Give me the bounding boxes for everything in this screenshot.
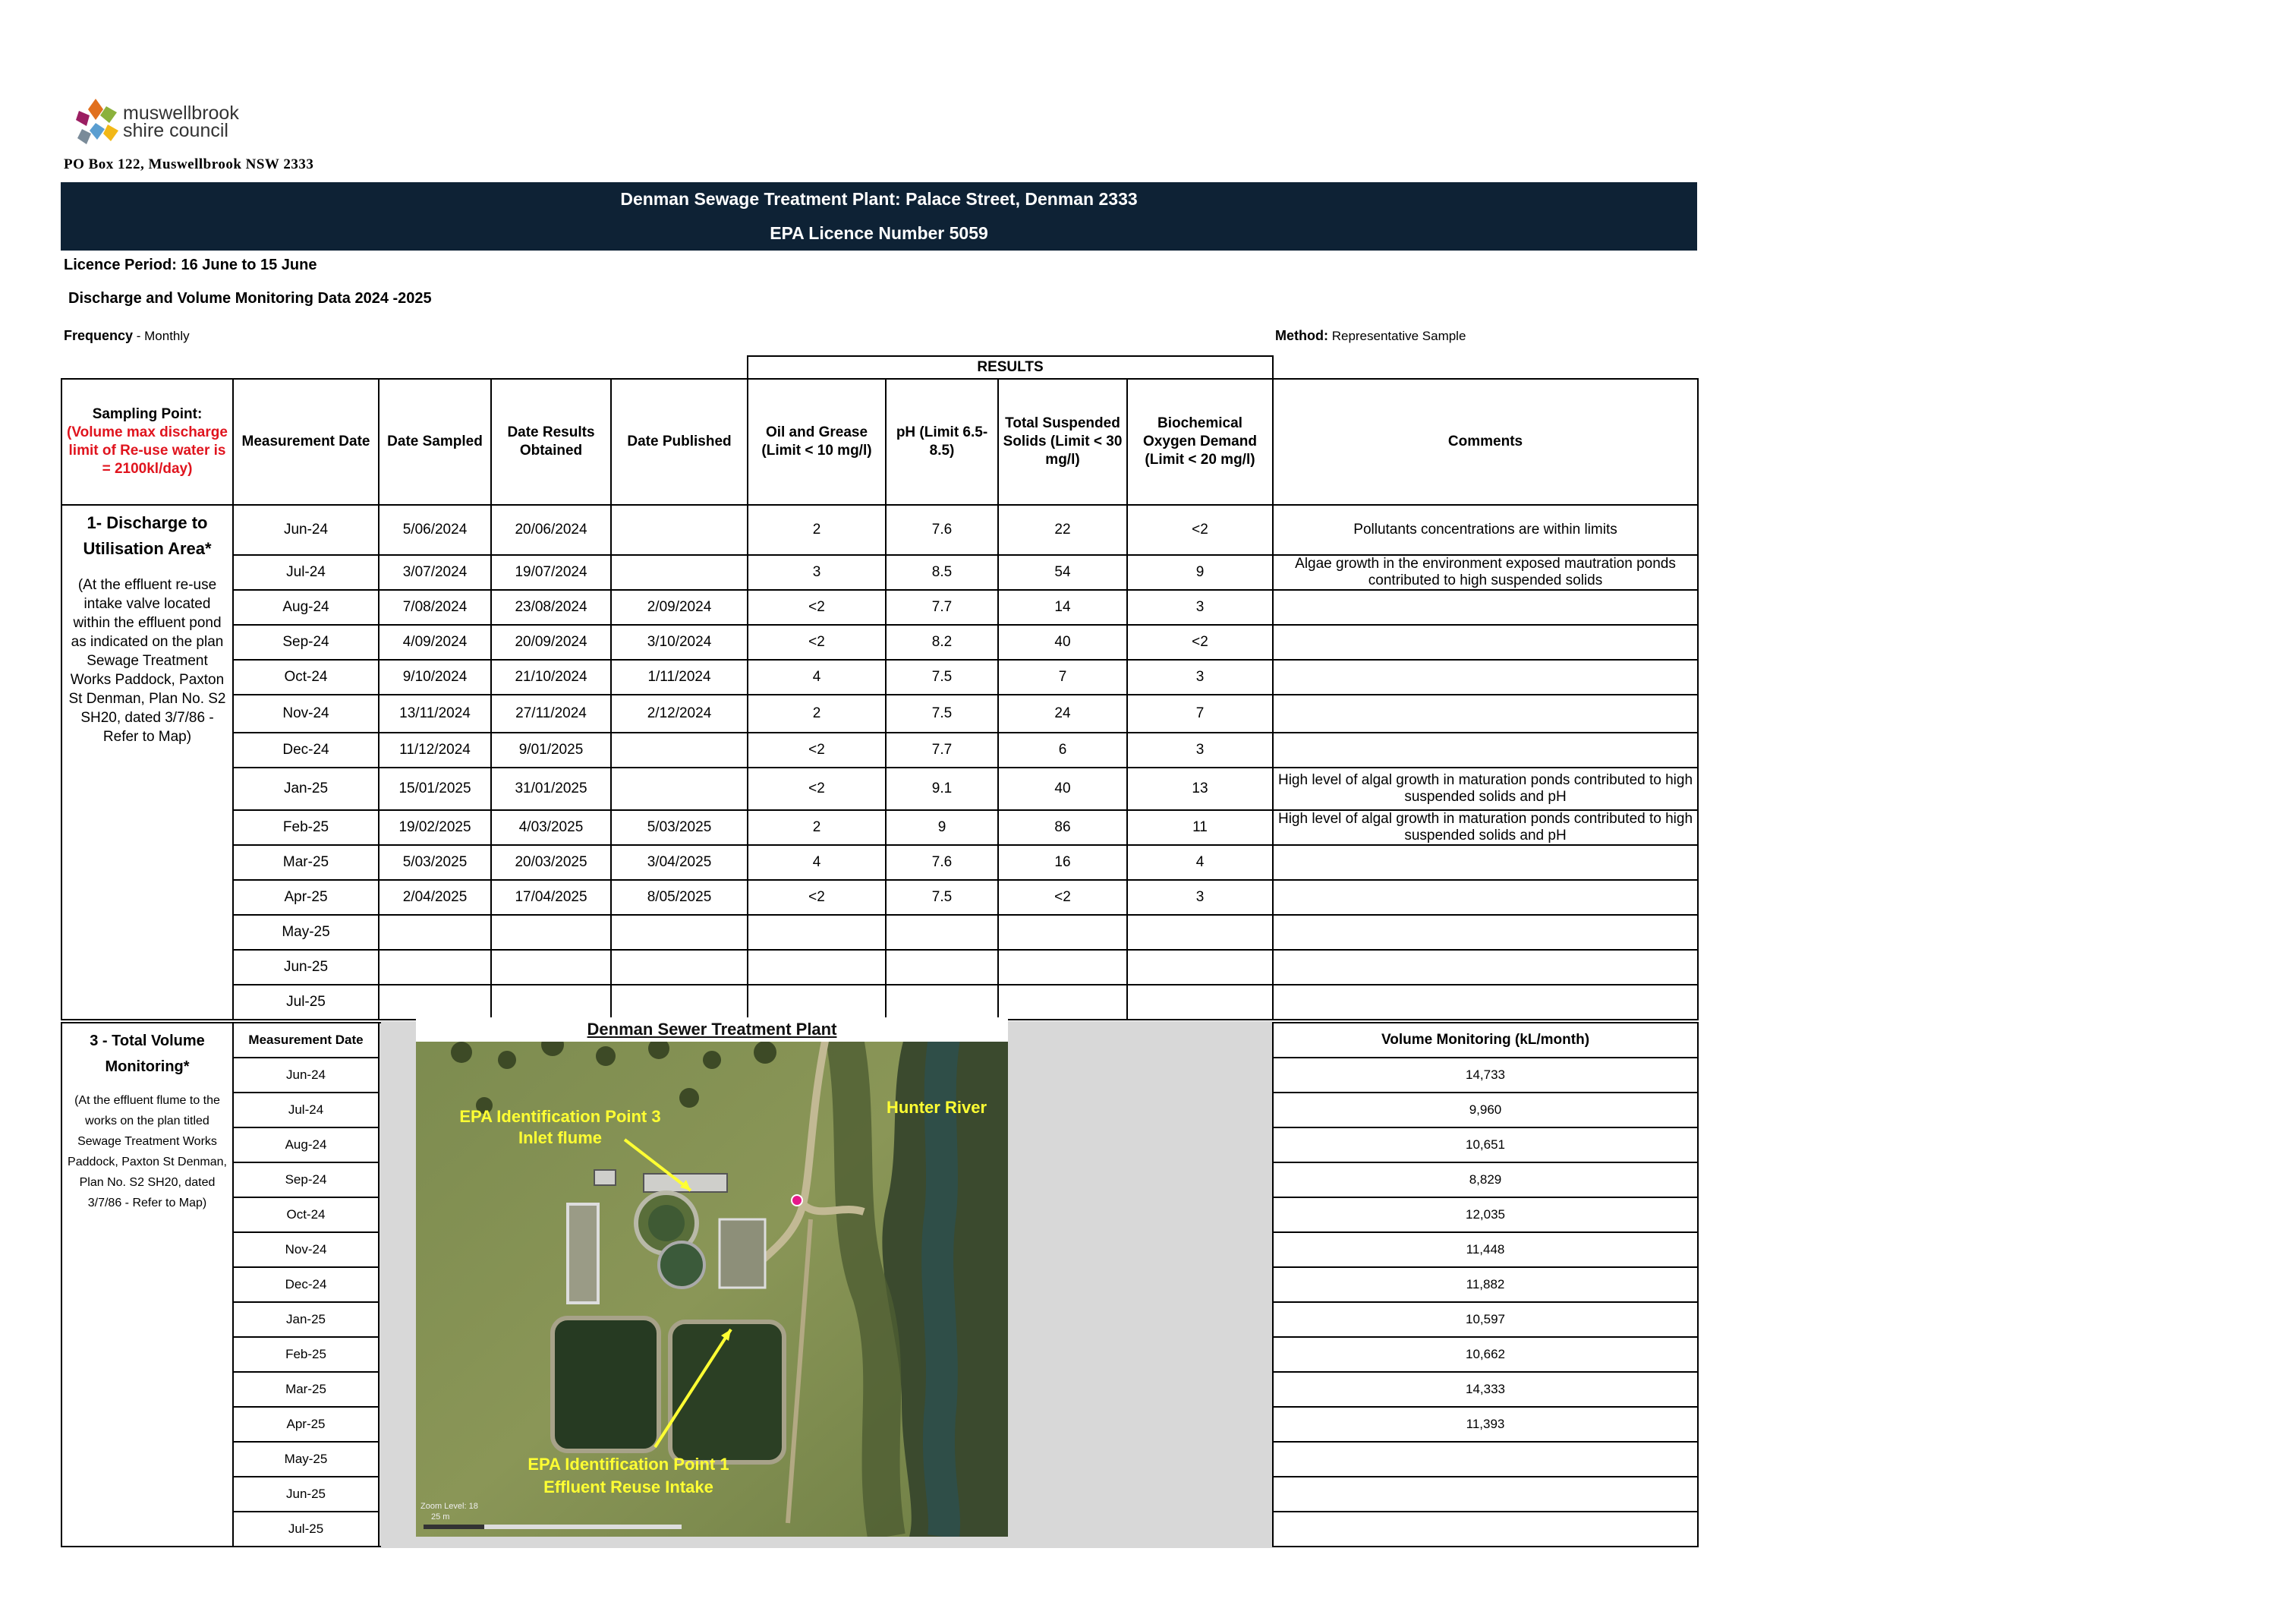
discharge-row [61, 880, 1698, 915]
oil-grease-value [748, 915, 886, 950]
volume-value: 8,829 [1273, 1162, 1698, 1197]
measurement-month: Sep-24 [233, 625, 379, 660]
ph-value: 7.7 [886, 590, 998, 625]
sampling-point-3-title: 3 - Total Volume Monitoring* [90, 1033, 205, 1075]
discharge-table [61, 378, 1699, 1020]
licence-period: Licence Period: 16 June to 15 June [64, 257, 317, 273]
date-published: 5/03/2025 [611, 810, 748, 845]
ph-value: 7.6 [886, 845, 998, 880]
bod-value: <2 [1127, 505, 1273, 555]
date-results: 20/03/2025 [491, 845, 611, 880]
date-sampled: 5/03/2025 [379, 845, 491, 880]
comment: Algae growth in the environment exposed mautration ponds contributed to high suspended solids [1273, 555, 1698, 590]
date-published [611, 985, 748, 1020]
bod-value: 7 [1127, 695, 1273, 733]
header-row [61, 379, 1698, 505]
measurement-month: May-25 [233, 915, 379, 950]
ph-value [886, 915, 998, 950]
comment [1273, 695, 1698, 733]
bod-value: <2 [1127, 625, 1273, 660]
comment [1273, 625, 1698, 660]
date-published [611, 915, 748, 950]
sampling-point-1-title: 1- Discharge to Utilisation Area* [83, 513, 212, 558]
tss-value: 86 [998, 810, 1127, 845]
oil-grease-value [748, 950, 886, 985]
title-banner [61, 182, 1697, 251]
date-published: 3/10/2024 [611, 625, 748, 660]
ph-value: 7.5 [886, 880, 998, 915]
bod-value [1127, 985, 1273, 1020]
map-title: Denman Sewer Treatment Plant [416, 1017, 1008, 1042]
discharge-row [61, 505, 1698, 555]
tss-value: 40 [998, 625, 1127, 660]
date-published: 8/05/2025 [611, 880, 748, 915]
volume-month: Jun-25 [233, 1477, 379, 1512]
date-results-header: Date Results Obtained [491, 379, 611, 505]
oil-grease-value [748, 985, 886, 1020]
measurement-month: Oct-24 [233, 660, 379, 695]
discharge-row [61, 660, 1698, 695]
sampling-point-3-description: (At the effluent flume to the works on the plan titled Sewage Treatment Works Paddock, Paxton St Denman, Plan No. S2 SH20, dated 3/7/86 - Refer to Map) [68, 1094, 227, 1209]
river-label: Hunter River [886, 1098, 987, 1117]
date-results: 23/08/2024 [491, 590, 611, 625]
oil-grease-value: <2 [748, 625, 886, 660]
oil-grease-value: <2 [748, 733, 886, 768]
date-results: 9/01/2025 [491, 733, 611, 768]
ph-value: 7.5 [886, 695, 998, 733]
council-logo [73, 96, 255, 149]
measurement-month: Dec-24 [233, 733, 379, 768]
report-subtitle: Discharge and Volume Monitoring Data 2024 -2025 [68, 290, 432, 307]
date-sampled [379, 985, 491, 1020]
tss-value: 24 [998, 695, 1127, 733]
reuse-point-label-1: EPA Identification Point 1 [528, 1455, 729, 1474]
plant-title: Denman Sewage Treatment Plant: Palace Street, Denman 2333 [620, 189, 1138, 209]
date-published-header: Date Published [611, 379, 748, 505]
ph-value [886, 985, 998, 1020]
date-sampled: 4/09/2024 [379, 625, 491, 660]
ph-value [886, 950, 998, 985]
sampling-point-header [61, 379, 233, 505]
date-results: 20/06/2024 [491, 505, 611, 555]
comment [1273, 590, 1698, 625]
sampling-point-3 [61, 1023, 233, 1547]
date-results: 21/10/2024 [491, 660, 611, 695]
volume-value: 10,651 [1273, 1127, 1698, 1162]
volume-value [1273, 1512, 1698, 1547]
comment [1273, 660, 1698, 695]
date-sampled: 19/02/2025 [379, 810, 491, 845]
bod-value: 11 [1127, 810, 1273, 845]
comment [1273, 985, 1698, 1020]
date-sampled [379, 915, 491, 950]
date-results [491, 950, 611, 985]
tss-value: 14 [998, 590, 1127, 625]
oil-grease-value: <2 [748, 880, 886, 915]
comment [1273, 950, 1698, 985]
comments-header: Comments [1273, 379, 1698, 505]
volume-month: Mar-25 [233, 1372, 379, 1407]
measurement-month: Jan-25 [233, 768, 379, 810]
method [1275, 328, 1466, 344]
date-published [611, 505, 748, 555]
date-results: 20/09/2024 [491, 625, 611, 660]
bod-value: 3 [1127, 660, 1273, 695]
volume-value: 10,597 [1273, 1302, 1698, 1337]
discharge-row [61, 985, 1698, 1020]
date-sampled: 11/12/2024 [379, 733, 491, 768]
sampling-point-label: Sampling Point: [92, 406, 203, 422]
date-sampled: 5/06/2024 [379, 505, 491, 555]
volume-month: Dec-24 [233, 1267, 379, 1302]
volume-value: 14,733 [1273, 1058, 1698, 1093]
tss-value: 7 [998, 660, 1127, 695]
ph-value: 9.1 [886, 768, 998, 810]
date-published [611, 733, 748, 768]
oil-grease-header: Oil and Grease (Limit < 10 mg/l) [748, 379, 886, 505]
volume-month: Aug-24 [233, 1127, 379, 1162]
discharge-row [61, 555, 1698, 590]
comment: Pollutants concentrations are within limits [1273, 505, 1698, 555]
comment [1273, 880, 1698, 915]
frequency [64, 328, 190, 344]
logo-line1: muswellbrook [123, 102, 239, 124]
measurement-month: Mar-25 [233, 845, 379, 880]
volume-value [1273, 1442, 1698, 1477]
volume-value: 9,960 [1273, 1093, 1698, 1127]
bod-value: 3 [1127, 880, 1273, 915]
comment: High level of algal growth in maturation ponds contributed to high suspended solids and pH [1273, 768, 1698, 810]
date-published: 2/09/2024 [611, 590, 748, 625]
date-results [491, 915, 611, 950]
bod-value: 4 [1127, 845, 1273, 880]
date-results: 17/04/2025 [491, 880, 611, 915]
tss-value: 22 [998, 505, 1127, 555]
discharge-row [61, 768, 1698, 810]
oil-grease-value: 3 [748, 555, 886, 590]
date-sampled-header: Date Sampled [379, 379, 491, 505]
tss-header: Total Suspended Solids (Limit < 30 mg/l) [998, 379, 1127, 505]
oil-grease-value: <2 [748, 590, 886, 625]
measurement-month: Jun-24 [233, 505, 379, 555]
date-results: 19/07/2024 [491, 555, 611, 590]
bod-value [1127, 950, 1273, 985]
tss-value: 16 [998, 845, 1127, 880]
date-sampled: 13/11/2024 [379, 695, 491, 733]
volume-value: 14,333 [1273, 1372, 1698, 1407]
discharge-row [61, 695, 1698, 733]
bod-value [1127, 915, 1273, 950]
volume-month: May-25 [233, 1442, 379, 1477]
tss-value [998, 950, 1127, 985]
results-header: RESULTS [748, 356, 1273, 379]
comment [1273, 845, 1698, 880]
discharge-row [61, 950, 1698, 985]
discharge-row [61, 625, 1698, 660]
date-results: 31/01/2025 [491, 768, 611, 810]
volume-month: Jan-25 [233, 1302, 379, 1337]
discharge-row [61, 590, 1698, 625]
tss-value: <2 [998, 880, 1127, 915]
logo-line2: shire council [123, 120, 228, 141]
date-published: 1/11/2024 [611, 660, 748, 695]
measurement-month: Nov-24 [233, 695, 379, 733]
tss-value [998, 985, 1127, 1020]
volume-month: Oct-24 [233, 1197, 379, 1232]
address: PO Box 122, Muswellbrook NSW 2333 [64, 156, 314, 172]
discharge-row [61, 733, 1698, 768]
oil-grease-value: <2 [748, 768, 886, 810]
ph-value: 7.5 [886, 660, 998, 695]
council-logo-icon [73, 96, 121, 149]
comment: High level of algal growth in maturation ponds contributed to high suspended solids and pH [1273, 810, 1698, 845]
oil-grease-value: 4 [748, 660, 886, 695]
oil-grease-value: 2 [748, 695, 886, 733]
volume-value [1273, 1477, 1698, 1512]
volume-month: Jun-24 [233, 1058, 379, 1093]
measurement-month: Jul-24 [233, 555, 379, 590]
discharge-row [61, 810, 1698, 845]
date-sampled: 15/01/2025 [379, 768, 491, 810]
zoom-level: Zoom Level: 18 [420, 1502, 478, 1511]
oil-grease-value: 4 [748, 845, 886, 880]
date-published [611, 768, 748, 810]
bod-value: 3 [1127, 590, 1273, 625]
volume-month: Jul-24 [233, 1093, 379, 1127]
oil-grease-value: 2 [748, 505, 886, 555]
date-results: 4/03/2025 [491, 810, 611, 845]
inlet-point-label-1: EPA Identification Point 3 [459, 1107, 661, 1126]
volume-month: Jul-25 [233, 1512, 379, 1547]
measurement-month: Jun-25 [233, 950, 379, 985]
date-sampled: 2/04/2025 [379, 880, 491, 915]
volume-value: 11,393 [1273, 1407, 1698, 1442]
results-header-table [747, 355, 1274, 380]
volume-month: Sep-24 [233, 1162, 379, 1197]
frequency-label: Frequency [64, 328, 134, 343]
volume-value: 11,448 [1273, 1232, 1698, 1267]
date-results [491, 985, 611, 1020]
ph-header: pH (Limit 6.5-8.5) [886, 379, 998, 505]
scale-label: 25 m [431, 1512, 450, 1522]
tss-value: 54 [998, 555, 1127, 590]
comment [1273, 733, 1698, 768]
date-sampled: 3/07/2024 [379, 555, 491, 590]
ph-value: 8.5 [886, 555, 998, 590]
date-sampled: 9/10/2024 [379, 660, 491, 695]
measurement-month: Feb-25 [233, 810, 379, 845]
tss-value: 40 [998, 768, 1127, 810]
bod-header: Biochemical Oxygen Demand (Limit < 20 mg/l) [1127, 379, 1273, 505]
date-results: 27/11/2024 [491, 695, 611, 733]
method-value: Representative Sample [1328, 329, 1466, 343]
measurement-date-header: Measurement Date [233, 379, 379, 505]
measurement-month: Aug-24 [233, 590, 379, 625]
comment [1273, 915, 1698, 950]
inlet-point-label-2: Inlet flume [518, 1128, 602, 1147]
sampling-point-note: (Volume max discharge limit of Re-use water is = 2100kl/day) [67, 424, 228, 477]
volume-measurement-date-header: Measurement Date [233, 1023, 379, 1058]
reuse-point-label-2: Effluent Reuse Intake [543, 1477, 713, 1496]
volume-month: Apr-25 [233, 1407, 379, 1442]
volume-value: 10,662 [1273, 1337, 1698, 1372]
volume-value: 11,882 [1273, 1267, 1698, 1302]
date-published: 2/12/2024 [611, 695, 748, 733]
discharge-row [61, 915, 1698, 950]
measurement-month: Apr-25 [233, 880, 379, 915]
licence-number: EPA Licence Number 5059 [770, 223, 988, 243]
sampling-point-1-description: (At the effluent re-use intake valve located within the effluent pond as indicated on the plan Sewage Treatment Works Paddock, Paxton St Denman, Plan No. S2 SH20, dated 3/7/86 - Refer to Map) [68, 577, 226, 745]
method-label: Method: [1275, 328, 1328, 343]
bod-value: 13 [1127, 768, 1273, 810]
volume-month: Nov-24 [233, 1232, 379, 1267]
discharge-row [61, 845, 1698, 880]
date-sampled [379, 950, 491, 985]
sampling-point-1 [61, 505, 233, 1020]
volume-header: Volume Monitoring (kL/month) [1273, 1023, 1698, 1058]
frequency-value: - Monthly [133, 329, 190, 343]
ph-value: 7.7 [886, 733, 998, 768]
ph-value: 9 [886, 810, 998, 845]
ph-value: 8.2 [886, 625, 998, 660]
date-published: 3/04/2025 [611, 845, 748, 880]
date-sampled: 7/08/2024 [379, 590, 491, 625]
map-labels [416, 1022, 1008, 1537]
date-published [611, 950, 748, 985]
volume-month: Feb-25 [233, 1337, 379, 1372]
tss-value [998, 915, 1127, 950]
volume-value: 12,035 [1273, 1197, 1698, 1232]
ph-value: 7.6 [886, 505, 998, 555]
measurement-month: Jul-25 [233, 985, 379, 1020]
bod-value: 9 [1127, 555, 1273, 590]
oil-grease-value: 2 [748, 810, 886, 845]
bod-value: 3 [1127, 733, 1273, 768]
date-published [611, 555, 748, 590]
tss-value: 6 [998, 733, 1127, 768]
